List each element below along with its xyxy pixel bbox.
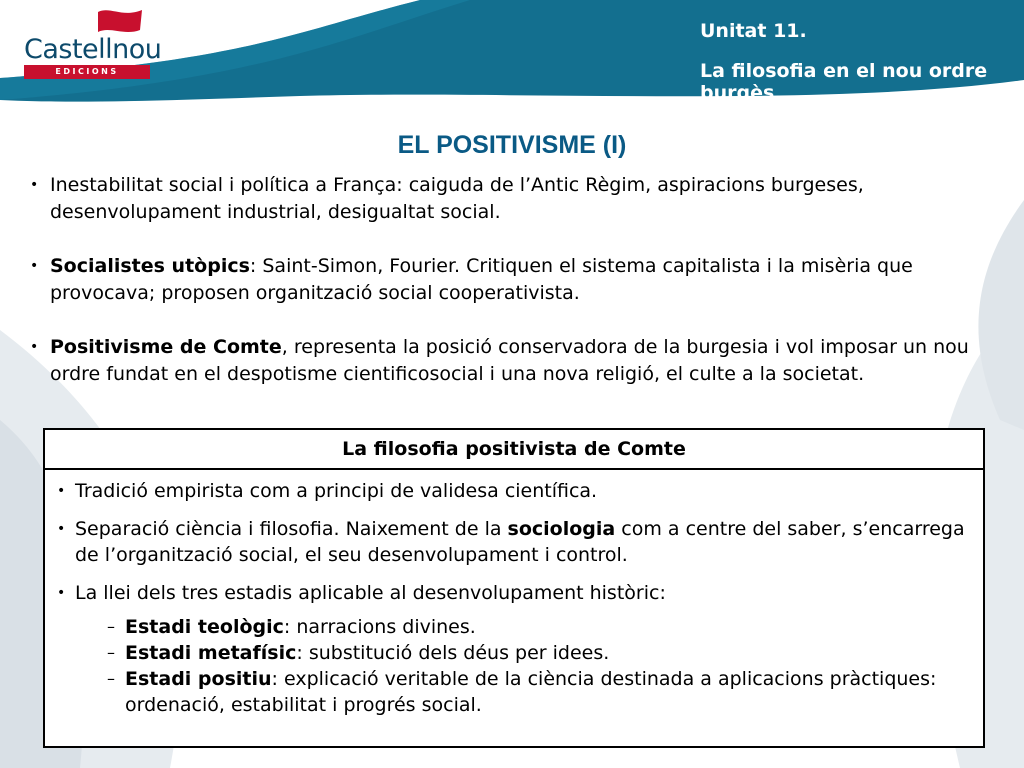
stage-name: Estadi positiu bbox=[125, 668, 272, 690]
item-text: Separació ciència i filosofia. Naixement de la bbox=[75, 518, 508, 540]
dash-icon: – bbox=[107, 669, 115, 688]
unit-label: Unitat 11. bbox=[700, 20, 807, 42]
bullet-icon: • bbox=[30, 177, 39, 193]
dash-icon: – bbox=[107, 617, 115, 636]
list-item bbox=[57, 478, 969, 504]
page-title: EL POSITIVISME (I) bbox=[397, 131, 627, 159]
bullet-text: Inestabilitat social i política a França: caiguda de l’Antic Règim, aspiracions burgeses, desenvolupament industrial, desigualtat social. bbox=[50, 174, 864, 223]
castellnou-logo bbox=[22, 8, 172, 78]
logo-name: Castellnou bbox=[24, 34, 162, 65]
stage-item bbox=[107, 614, 969, 640]
box-list bbox=[45, 470, 983, 718]
list-item bbox=[30, 334, 990, 388]
comte-summary-box bbox=[43, 428, 985, 748]
item-bold: sociologia bbox=[507, 518, 616, 540]
bullet-icon: • bbox=[30, 258, 39, 274]
stage-text: : substitució dels déus per idees. bbox=[296, 642, 610, 664]
bullet-icon: • bbox=[57, 521, 66, 537]
bullet-bold: Positivisme de Comte bbox=[50, 336, 282, 358]
stage-name: Estadi teològic bbox=[125, 616, 284, 638]
stage-item bbox=[107, 640, 969, 666]
list-item bbox=[57, 516, 969, 568]
logo-tagline: EDICIONS bbox=[24, 65, 150, 79]
item-text: Tradició empirista com a principi de validesa científica. bbox=[75, 480, 598, 502]
item-text: La llei dels tres estadis aplicable al desenvolupament històric: bbox=[75, 582, 666, 604]
stages-list bbox=[75, 614, 969, 718]
bullet-text: : Saint-Simon, Fourier. Critiquen el sistema capitalista i la misèria que provocava; proposen organització social cooperativista. bbox=[50, 255, 913, 304]
bullet-icon: • bbox=[30, 339, 39, 355]
bullet-text: , representa la posició conservadora de la burgesia i vol imposar un nou ordre fundat en el despotisme cientificosocial i una nova religió, el culte a la societat. bbox=[50, 336, 969, 385]
item-text: com a centre del saber, s’encarrega de l’organització social, el seu desenvolupament i control. bbox=[75, 518, 965, 566]
bullet-icon: • bbox=[57, 585, 66, 601]
list-item bbox=[30, 172, 990, 226]
stage-name: Estadi metafísic bbox=[125, 642, 297, 664]
unit-subtitle: La filosofia en el nou ordre burgès bbox=[700, 60, 988, 104]
intro-bullet-list bbox=[30, 172, 990, 415]
stage-item bbox=[107, 666, 969, 718]
dash-icon: – bbox=[107, 643, 115, 662]
stage-text: : explicació veritable de la ciència destinada a aplicacions pràctiques: ordenació, estabilitat i progrés social. bbox=[125, 668, 937, 716]
list-item bbox=[30, 253, 990, 307]
box-title: La filosofia positivista de Comte bbox=[45, 430, 983, 470]
list-item bbox=[57, 580, 969, 718]
bullet-icon: • bbox=[57, 483, 66, 499]
stage-text: : narracions divines. bbox=[283, 616, 476, 638]
bullet-bold: Socialistes utòpics bbox=[50, 255, 250, 277]
